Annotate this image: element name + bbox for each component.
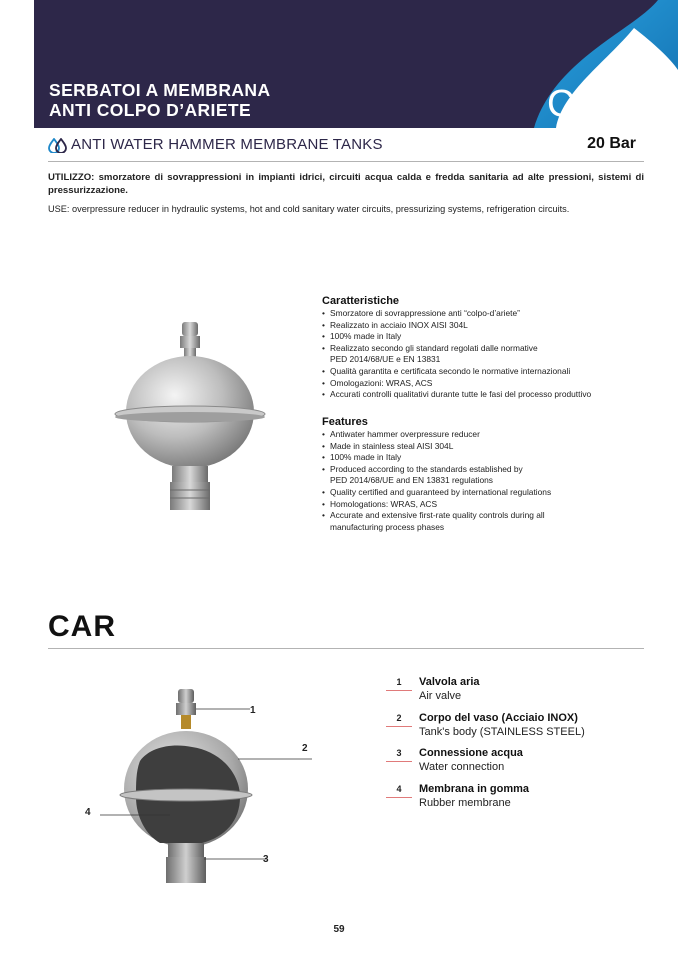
list-item: • Smorzatore di sovrappressione anti “colpo-d’ariete” <box>322 308 652 320</box>
product-code: CAR <box>547 83 631 125</box>
divider <box>48 161 644 162</box>
legend-label-it: Connessione acqua <box>419 747 523 759</box>
legend-label-it: Membrana in gomma <box>419 782 530 795</box>
caratteristiche-block <box>322 294 652 401</box>
usage-italian: UTILIZZO: smorzatore di sovrappressioni in impianti idrici, circuiti acqua calda e fredda sanitaria ad alte pressioni, sistemi di pressurizzazione. <box>48 172 644 196</box>
legend-number: 1 <box>396 677 402 687</box>
cutaway-diagram <box>80 685 320 890</box>
list-item: • 100% made in Italy <box>322 331 652 343</box>
features-title: Features <box>322 416 368 428</box>
features-block <box>322 415 652 533</box>
header-title-line1: SERBATOI A MEMBRANA <box>49 80 271 100</box>
list-item: PED 2014/68/UE and EN 13831 regulations <box>330 475 493 486</box>
pressure-rating: 20 Bar <box>587 135 636 152</box>
list-item: • Realizzato secondo gli standard regolati dalle normative <box>322 343 652 355</box>
list-item: • Realizzato in acciaio INOX AISI 304L <box>322 320 652 332</box>
legend-label-en: Water connection <box>419 761 505 773</box>
list-item: • Produced according to the standards established by <box>322 464 652 476</box>
callout-1: 1 <box>250 705 256 716</box>
list-item: • Made in stainless steal AISI 304L <box>322 441 652 453</box>
list-item: • Accurate and extensive first-rate quality controls during all <box>322 510 652 522</box>
callout-2: 2 <box>302 743 308 754</box>
parts-legend <box>386 676 646 818</box>
list-item: manufacturing process phases <box>330 521 445 532</box>
list-item: • Accurati controlli qualitativi durante tutte le fasi del processo produttivo <box>322 389 652 401</box>
legend-number: 4 <box>396 783 402 794</box>
legend-label-en: Tank's body (STAINLESS STEEL) <box>419 725 585 738</box>
legend-number: 2 <box>396 712 402 723</box>
features-list <box>322 429 652 533</box>
header-title-line2: ANTI COLPO D’ARIETE <box>49 100 252 120</box>
legend-number: 3 <box>396 748 402 758</box>
legend-label-it: Valvola aria <box>419 676 480 688</box>
legend-item <box>386 747 646 783</box>
list-item: • Homologations: WRAS, ACS <box>322 499 652 511</box>
header-banner <box>34 0 678 128</box>
legend-item <box>386 676 646 712</box>
usage-english: USE: overpressure reducer in hydraulic systems, hot and cold sanitary water circuits, pressurizing systems, refrigeration circuits. <box>48 204 570 214</box>
header-title <box>49 80 271 120</box>
legend-item <box>386 712 646 748</box>
caratteristiche-title: Caratteristiche <box>322 295 400 307</box>
list-item: • Qualità garantita e certificata secondo le normative internazionali <box>322 366 652 378</box>
page-number: 59 <box>333 924 345 935</box>
legend-label-en: Rubber membrane <box>419 796 511 809</box>
caratteristiche-list <box>322 308 652 401</box>
water-drops-icon <box>48 138 67 153</box>
callout-3: 3 <box>263 854 269 865</box>
legend-underline <box>386 797 412 798</box>
subtitle-text: ANTI WATER HAMMER MEMBRANE TANKS <box>71 136 383 153</box>
legend-underline <box>386 761 412 762</box>
list-item: • Quality certified and guaranteed by international regulations <box>322 487 652 499</box>
legend-item <box>386 783 646 819</box>
callout-4: 4 <box>85 807 91 818</box>
list-item: • Antiwater hammer overpressure reducer <box>322 429 652 441</box>
legend-label-it: Corpo del vaso (Acciaio INOX) <box>419 711 578 724</box>
subtitle-row <box>48 135 644 159</box>
divider <box>48 648 644 649</box>
section-title: CAR <box>48 610 116 643</box>
legend-underline <box>386 726 412 727</box>
legend-label-en: Air valve <box>419 690 462 702</box>
list-item: • 100% made in Italy <box>322 452 652 464</box>
list-item: • Omologazioni: WRAS, ACS <box>322 378 652 390</box>
product-photo <box>110 318 270 514</box>
legend-underline <box>386 690 412 691</box>
list-item: PED 2014/68/UE e EN 13831 <box>330 354 441 365</box>
